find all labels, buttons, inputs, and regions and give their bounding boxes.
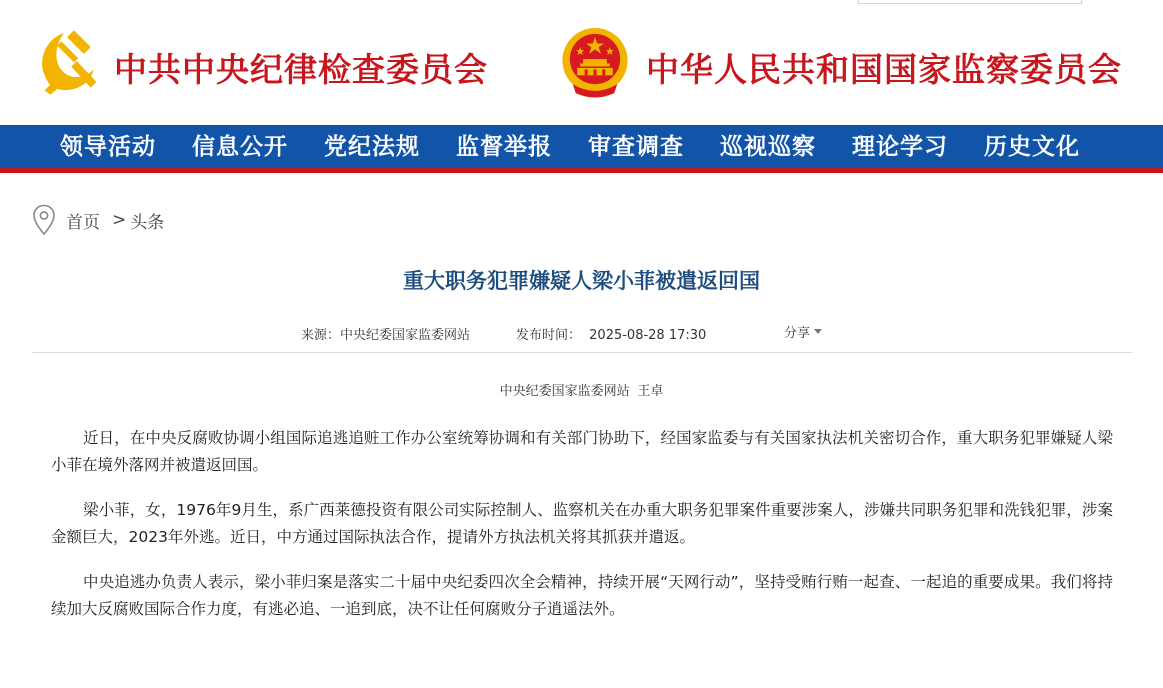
article-body: [51, 425, 1113, 641]
publish-time-label: 发布时间：: [516, 328, 582, 343]
article-paragraph-1: 近日，在中央反腐败协调小组国际追逃追赃工作办公室统筹协调和有关部门协助下，经国家监委与有关国家执法机关密切合作，重大职务犯罪嫌疑人梁小菲在境外落网并被遣返回国。: [51, 429, 1113, 474]
share-button[interactable]: [784, 322, 822, 341]
nav-item-info-disclosure[interactable]: 信息公开: [192, 133, 288, 160]
nav-item-supervision-report[interactable]: 监督举报: [456, 133, 552, 160]
article-paragraph-2: 梁小菲，女，1976年9月生，系广西莱德投资有限公司实际控制人、监察机关在办重大职务犯罪案件重要涉案人，涉嫌共同职务犯罪和洗钱犯罪，涉案金额巨大，2023年外逃。近日，中方通过国际执法合作，提请外方执法机关将其抓获并遣返。: [51, 501, 1113, 546]
nav-item-investigation[interactable]: 审查调查: [588, 133, 684, 160]
location-pin-icon: [32, 204, 56, 236]
article-paragraph-3: 中央追逃办负责人表示，梁小菲归案是落实二十届中央纪委四次全会精神，持续开展“天网行动”，坚持受贿行贿一起查、一起追的重要成果。我们将持续加大反腐败国际合作力度，有逃必追、一追到底，决不让任何腐败分子逍遥法外。: [51, 573, 1113, 618]
nav-red-underline: [0, 168, 1163, 173]
nav-item-leadership[interactable]: 领导活动: [60, 133, 156, 160]
breadcrumb-home-link[interactable]: 首页: [66, 212, 100, 233]
article-title: 重大职务犯罪嫌疑人梁小菲被遣返回国: [403, 269, 760, 293]
nav-item-inspection[interactable]: 巡视巡察: [720, 133, 816, 160]
meta-divider: [32, 352, 1132, 353]
nsc-title: 中华人民共和国国家监察委员会: [646, 50, 1122, 89]
nav-item-theory-study[interactable]: 理论学习: [852, 133, 948, 160]
main-nav: [0, 125, 1163, 168]
cpc-ccdi-title: 中共中央纪律检查委员会: [114, 50, 488, 89]
article-byline: 中央纪委国家监委网站 王卓: [499, 384, 664, 399]
breadcrumb: [32, 204, 164, 236]
breadcrumb-current[interactable]: 头条: [130, 212, 165, 233]
breadcrumb-separator: >: [112, 210, 127, 230]
article-source: 来源：中央纪委国家监委网站: [301, 328, 471, 343]
share-label: 分享: [784, 326, 811, 341]
nav-item-party-regulations[interactable]: 党纪法规: [324, 133, 420, 160]
article-publish-time: [516, 324, 706, 343]
publish-time-value: 2025-08-28 17:30: [589, 328, 707, 343]
nav-item-history-culture[interactable]: 历史文化: [984, 133, 1080, 160]
party-emblem-icon: [32, 26, 102, 96]
national-emblem-icon: [558, 24, 632, 100]
chevron-down-icon: [814, 329, 822, 334]
site-header: [0, 0, 1163, 125]
